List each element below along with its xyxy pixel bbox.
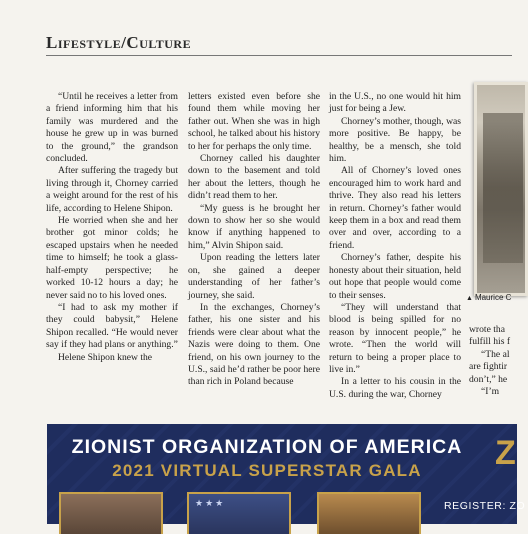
- paragraph: He worried when she and her brother got minor colds; he escaped upstairs when he needed time to himself; he took a glass-half-empty perspective; he worked 10-12 hours a day; he never said no to his loved ones.: [46, 215, 178, 301]
- photo-caption: ▲ Maurice C: [466, 293, 512, 302]
- article-column-1: [46, 91, 178, 401]
- line: fulfill his f: [469, 336, 511, 348]
- line: are fightir: [469, 361, 508, 373]
- paragraph: “I had to ask my mother if they could babysit,” Helene Shipon recalled. “He would never say if they had plans or anything.”: [46, 301, 178, 351]
- paragraph: “My guess is he brought her down to show her so she would know if anything happened to him,” Alvin Shipon said.: [188, 202, 320, 251]
- paragraph: Upon reading the letters later on, she gained a deeper understanding of her father’s journey, she said.: [188, 252, 320, 301]
- paragraph: All of Chorney’s loved ones encouraged him to work hard and thrive. They also read his letters in return. Chorney’s father would keep them in a box and read them over and over, according to a friend.: [329, 165, 461, 251]
- paragraph: In the exchanges, Chorney’s father, his one sister and his friends were clear about what the Nazis were doing to them. One friend, on his own journey to the U.S., said he’d rather be poor here than rich in Poland because: [188, 301, 320, 388]
- speaker-portrait: [187, 492, 291, 534]
- paragraph: “They will understand that blood is being spilled for no reason by innocent people,” he wrote. “Then the world will return to being a proper place to live in.”: [329, 301, 461, 375]
- paragraph: After suffering the tragedy but living through it, Chorney carried a weight around for the rest of his life, according to Helene Shipon.: [46, 165, 178, 214]
- paragraph: letters existed even before she found them while moving her father out. When she was in high school, he talked about his history to her for perhaps the only time.: [188, 91, 320, 152]
- ad-subtitle: 2021 VIRTUAL SUPERSTAR GALA: [112, 461, 422, 480]
- paragraph: Chorney’s mother, though, was more positive. Be happy, be healthy, be a mensch, she told him.: [329, 115, 461, 165]
- ad-logo-mark: Z: [495, 434, 516, 472]
- paragraph: In a letter to his cousin in the U.S. during the war, Chorney: [329, 376, 461, 400]
- speaker-portrait: [317, 492, 421, 534]
- register-link[interactable]: REGISTER: ZO: [444, 500, 526, 512]
- line: “The al: [481, 348, 510, 360]
- line: wrote tha: [469, 324, 505, 335]
- article-column-4: [469, 324, 512, 398]
- header-rule: [46, 55, 512, 56]
- ad-title: ZIONIST ORGANIZATION OF AMERICA: [71, 436, 463, 458]
- article-photo: [474, 82, 528, 296]
- gala-advertisement[interactable]: [47, 424, 526, 524]
- paragraph: “Until he receives a letter from a friend informing him that his family was murdered and the house he grew up in was burned to the ground,” the grandson concluded.: [46, 91, 178, 165]
- stars-icon: ★★★: [195, 498, 226, 508]
- line: don’t,” he: [469, 373, 508, 385]
- section-heading: Lifestyle/Culture: [46, 33, 192, 52]
- paragraph: Chorney’s father, despite his honesty about their situation, held out hope that people would come to their senses.: [329, 252, 461, 301]
- paragraph: in the U.S., no one would hit him just for being a Jew.: [329, 91, 461, 115]
- caption-triangle-icon: ▲: [466, 295, 473, 302]
- article-column-2: [188, 91, 320, 401]
- line: “I’m: [481, 386, 500, 398]
- paragraph: Helene Shipon knew the: [58, 351, 153, 363]
- speaker-portrait: [59, 492, 163, 534]
- article-column-3: [329, 91, 461, 401]
- paragraph: Chorney called his daughter down to the basement and told her about the letters, though he didn’t read them to her.: [188, 153, 320, 202]
